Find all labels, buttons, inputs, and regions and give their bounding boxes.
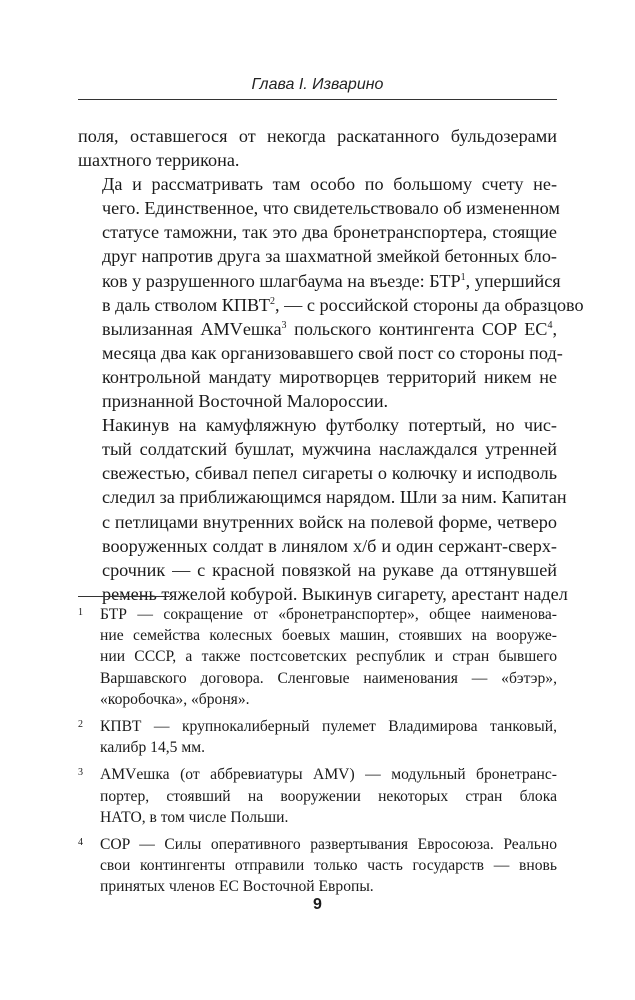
text-fragment: вылизанная AMVешка: [102, 318, 282, 339]
footnote-ref-1: 1: [460, 271, 466, 283]
text-fragment: , упершийся: [465, 270, 561, 291]
footnote-ref-2: 2: [270, 295, 276, 307]
footnote-3: [78, 764, 557, 828]
text-line: свежестью, сбивал пепел сигареты о колючку и исподволь: [102, 463, 557, 484]
text-line: следил за приближающимся нарядом. Шли за ним. Капитан: [102, 487, 567, 508]
footnote-line: калибр 14,5 мм.: [100, 739, 205, 757]
footnote-number: 3: [78, 767, 83, 779]
text-line: ремень тяжелой кобурой. Выкинув сигарету, арестант надел: [102, 583, 568, 604]
paragraph-3: [78, 413, 568, 606]
text-line: признанной Восточной Малороссии.: [102, 391, 389, 412]
text-line: шахтного терриконa.: [78, 150, 240, 171]
footnote-line: принятых членов ЕС Восточной Европы.: [100, 878, 374, 896]
footnote-1: [78, 604, 557, 710]
text-line: друг напротив друга за шахматной змейкой бетонных бло-: [102, 246, 557, 267]
text-line: статусе таможни, так это два бронетранспортера, стоящие: [102, 222, 557, 243]
footnote-line: «коробочка», «броня».: [100, 690, 250, 708]
page-number: 9: [313, 896, 322, 913]
footnote-line: КПВТ — крупнокалиберный пулемет Владимирова танковый,: [100, 718, 557, 736]
footnote-ref-4: 4: [547, 319, 553, 331]
footnote-line: свои контингенты отправили только часть государств — вновь: [100, 857, 557, 875]
text-line: поля, оставшегося от некогда раскатанного бульдозерами: [78, 126, 557, 146]
text-line: Да и рассматривать там особо по большому счету не-: [102, 174, 557, 195]
text-line: с петлицами внутренних войск на полевой форме, четверо: [102, 511, 557, 532]
text-fragment: , — с российской стороны да образцово: [275, 294, 584, 315]
text-line: вооруженных солдат в линялом х/б и один сержант-сверх-: [102, 535, 557, 556]
text-fragment: ,: [552, 318, 557, 339]
footnote-line: НАТО, в том числе Польши.: [100, 808, 289, 826]
footnote-4: [78, 834, 557, 898]
footnote-2: [78, 716, 557, 758]
paragraph-1: [78, 124, 557, 172]
paragraph-2: [78, 172, 584, 413]
text-line-with-footnote: [78, 269, 561, 293]
footnotes: [78, 604, 557, 904]
text-line: месяца два как организовавшего свой пост со стороны под-: [102, 342, 563, 363]
footnote-line: COP — Силы оперативного развертывания Евросоюза. Реально: [100, 836, 557, 854]
footnote-line: ние семейства колесных боевых машин, стоявших на вооруже-: [100, 627, 557, 645]
footnote-line: AMVешка (от аббревиатуры AMV) — модульный бронетранс-: [100, 766, 557, 784]
footnote-line: Варшавского договора. Сленговые наименования — «бэтэр»,: [100, 669, 557, 687]
footnote-number: 2: [78, 719, 83, 731]
running-header: Глава I. Изварино: [251, 76, 384, 93]
footnote-line: портер, стоявший на вооружении некоторых стран блока: [100, 787, 557, 805]
text-line: чего. Единственное, что свидетельствовало об измененном: [102, 198, 560, 219]
header-rule: [78, 99, 557, 100]
text-line: контрольной мандату миротворцев территорий никем не: [102, 366, 557, 387]
footnote-number: 4: [78, 837, 83, 849]
footnote-ref-3: 3: [281, 319, 287, 331]
text-fragment: ков у разрушенного шлагбаума на въезде: БТР: [102, 270, 461, 291]
footnote-line: нии СССР, а также постсоветских республик и стран бывшего: [100, 648, 557, 666]
text-line: тый солдатский бушлат, мужчина наслаждался утренней: [102, 439, 557, 460]
footnote-rule: [78, 596, 170, 597]
text-line: срочник — с красной повязкой на рукаве да оттянувшей: [102, 559, 557, 580]
text-line-with-footnote: [78, 293, 584, 317]
text-line-with-footnote: [78, 317, 557, 341]
text-fragment: в даль стволом КПВТ: [102, 294, 271, 315]
footnote-number: 1: [78, 607, 83, 618]
body-text: [78, 124, 584, 606]
text-fragment: польского контингента COP EC: [286, 318, 548, 339]
footnote-line: БТР — сокращение от «бронетранспортер», общее наименова-: [100, 606, 557, 623]
text-line: Накинув на камуфляжную футболку потертый, но чис-: [102, 415, 557, 436]
